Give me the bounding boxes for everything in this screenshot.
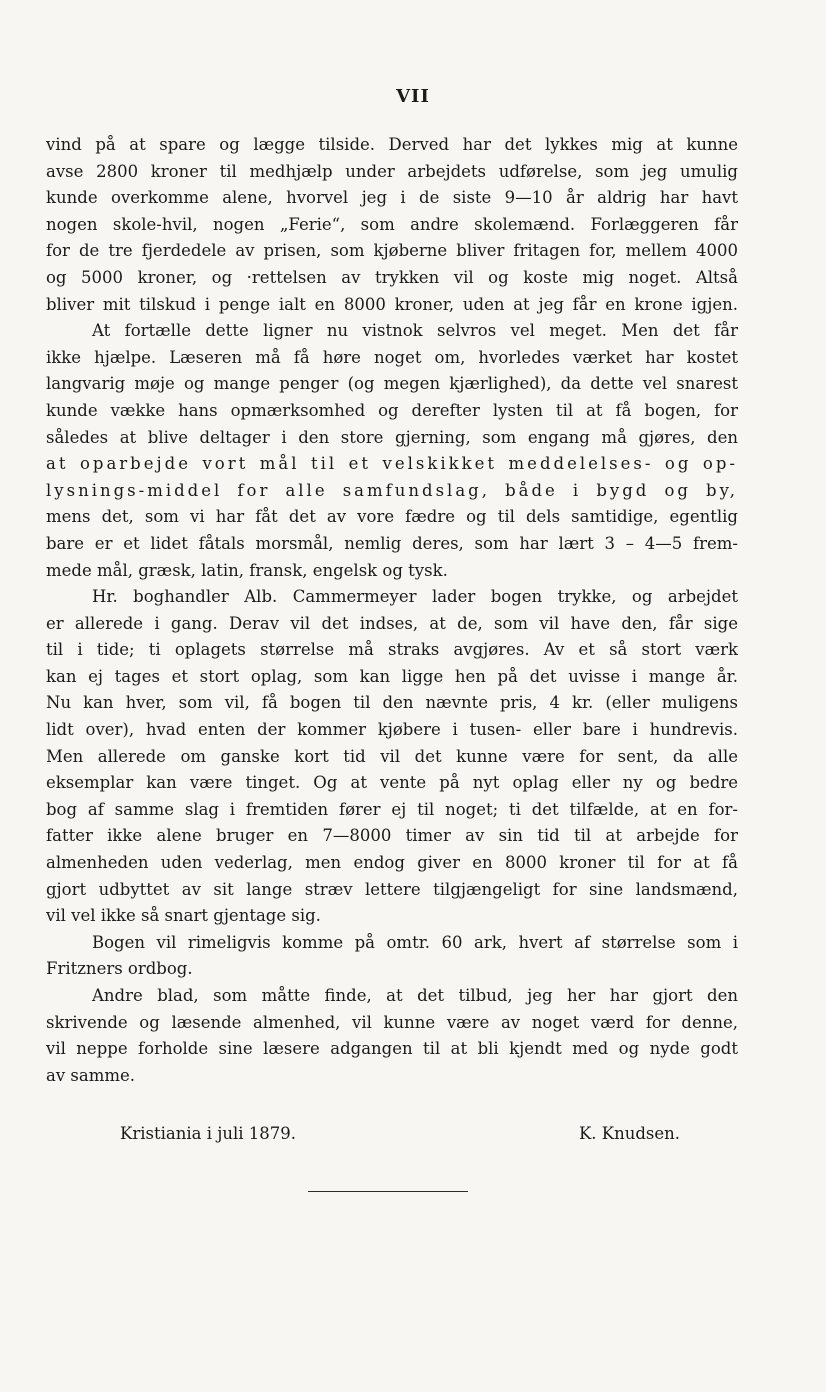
text-line: ikke hjælpe. Læseren må få høre noget om, hvorledes værket har kostet bbox=[46, 347, 738, 367]
text-line: for de tre fjerdedele av prisen, som kjøberne bliver fritagen for, mellem 4000 bbox=[46, 241, 738, 261]
text-line: vil vel ikke så snart gjentage sig. bbox=[46, 906, 321, 926]
text-line: skrivende og læsende almenhed, vil kunne være av noget værd for denne, bbox=[46, 1012, 738, 1032]
text-line: fatter ikke alene bruger en 7—8000 timer av sin tid til at arbejde for bbox=[46, 826, 738, 846]
text-line: almenheden uden vederlag, men endog giver en 8000 kroner til for at få bbox=[46, 853, 738, 873]
text-line: bog af samme slag i fremtiden fører ej til noget; ti det tilfælde, at en for- bbox=[46, 799, 738, 819]
text-line: mens det, som vi har fåt det av vore fædre og til dels samtidige, egentlig bbox=[46, 507, 738, 527]
text-line: langvarig møje og mange penger (og megen kjærlighed), da dette vel snarest bbox=[46, 374, 738, 394]
signature-row bbox=[120, 1124, 680, 1152]
text-line: Bogen vil rimeligvis komme på omtr. 60 ark, hvert af størrelse som i bbox=[92, 932, 738, 952]
text-line: Andre blad, som måtte finde, at det tilbud, jeg her har gjort den bbox=[92, 986, 738, 1005]
text-line: og 5000 kroner, og ·rettelsen av trykken vil og koste mig noget. Altså bbox=[46, 267, 738, 287]
text-line: Hr. boghandler Alb. Cammermeyer lader bogen trykke, og arbejdet bbox=[92, 587, 738, 607]
body-text bbox=[46, 132, 738, 1089]
text-line: avse 2800 kroner til medhjælp under arbejdets udførelse, som jeg umulig bbox=[46, 161, 738, 181]
text-line: gjort udbyttet av sit lange stræv lettere tilgjængeligt for sine landsmænd, bbox=[46, 879, 738, 899]
place-date: Kristiania i juli 1879. bbox=[120, 1124, 296, 1143]
text-line: således at blive deltager i den store gjerning, som engang må gjøres, den bbox=[46, 427, 738, 447]
text-line: av samme. bbox=[46, 1065, 136, 1085]
text-line: kunde vække hans opmærksomhed og derefter lysten til at få bogen, for bbox=[46, 400, 738, 420]
text-line: bliver mit tilskud i penge ialt en 8000 kroner, uden at jeg får en krone igjen. bbox=[46, 294, 738, 314]
text-line: At fortælle dette ligner nu vistnok selvros vel meget. Men det får bbox=[92, 321, 738, 341]
text-line: kunde overkomme alene, hvorvel jeg i de siste 9—10 år aldrig har havt bbox=[46, 188, 738, 208]
text-line: vind på at spare og lægge tilside. Derved har det lykkes mig at kunne bbox=[46, 135, 738, 154]
text-line: Fritzners ordbog. bbox=[46, 959, 193, 979]
text-line-spaced: at oparbejde vort mål til et velskikket meddelelses- og op- bbox=[46, 454, 738, 474]
text-line: er allerede i gang. Derav vil det indses, at de, som vil have den, får sige bbox=[46, 613, 738, 633]
text-line: eksemplar kan være tinget. Og at vente på nyt oplag eller ny og bedre bbox=[46, 773, 738, 793]
text-line-spaced: lysnings-middel for alle samfundslag, både i bygd og by, bbox=[46, 480, 738, 500]
author-signature: K. Knudsen. bbox=[578, 1124, 680, 1143]
text-line: nogen skole-hvil, nogen „Ferie“, som andre skolemænd. Forlæggeren får bbox=[46, 214, 738, 234]
text-line: Men allerede om ganske kort tid vil det kunne være for sent, da alle bbox=[46, 746, 738, 766]
divider-line bbox=[308, 1191, 468, 1192]
text-line: bare er et lidet fåtals morsmål, nemlig deres, som har lært 3 – 4—5 frem- bbox=[46, 533, 738, 553]
text-line: vil neppe forholde sine læsere adgangen til at bli kjendt med og nyde godt bbox=[46, 1039, 738, 1059]
text-line: kan ej tages et stort oplag, som kan ligge hen på det uvisse i mange år. bbox=[46, 666, 738, 686]
text-line: til i tide; ti oplagets størrelse må straks avgjøres. Av et så stort værk bbox=[46, 640, 738, 660]
text-line: mede mål, græsk, latin, fransk, engelsk og tysk. bbox=[46, 560, 448, 580]
text-line: lidt over), hvad enten der kommer kjøbere i tusen- eller bare i hundrevis. bbox=[46, 720, 738, 740]
text-line: Nu kan hver, som vil, få bogen til den nævnte pris, 4 kr. (eller muligens bbox=[46, 693, 738, 713]
page-number: VII bbox=[396, 86, 430, 107]
